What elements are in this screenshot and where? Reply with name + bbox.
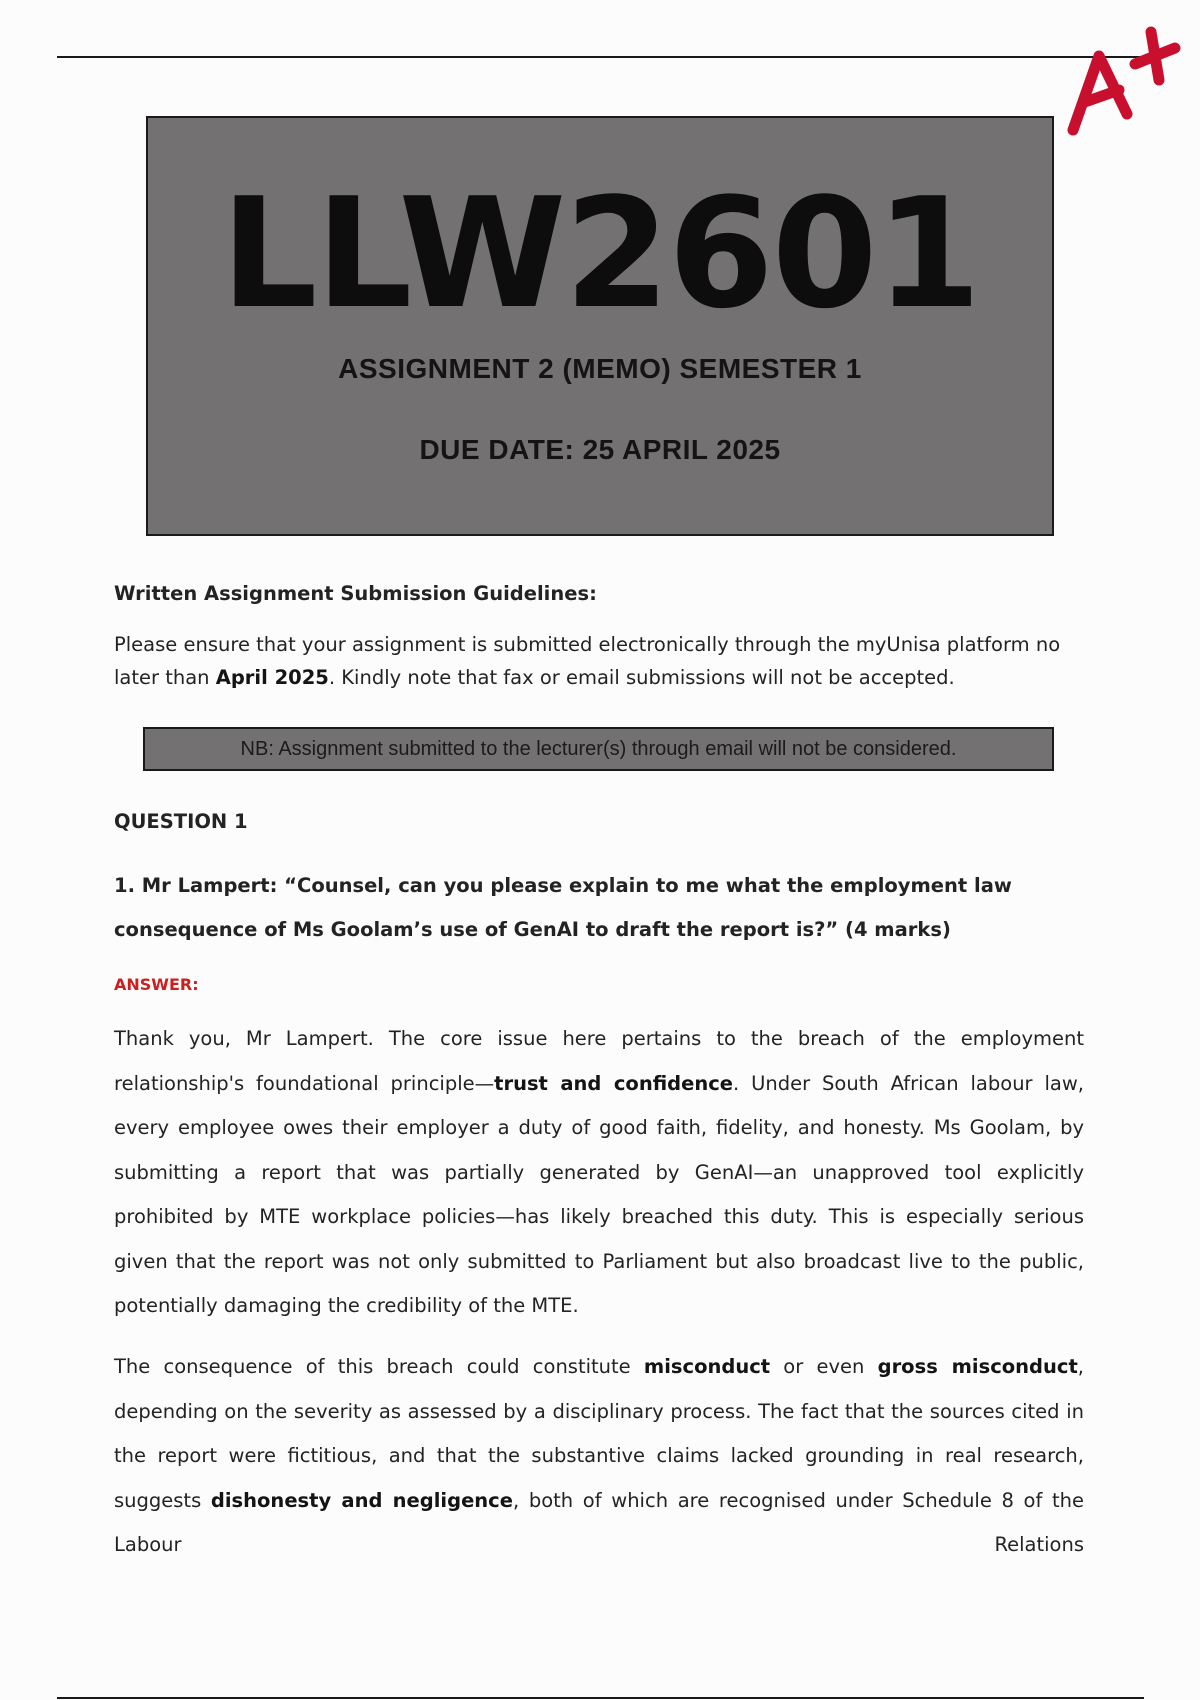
answer-p1-start: Thank you, Mr Lampert. The core issue here pertains to the breach of the employment relationship's foundational principle— — [114, 1027, 1084, 1095]
top-rule — [57, 56, 1144, 58]
guidelines-text-end: . Kindly note that fax or email submissions will not be accepted. — [328, 666, 955, 689]
grade-mark-icon — [1065, 18, 1185, 138]
cover-title-box — [146, 116, 1054, 536]
answer-label: ANSWER: — [114, 975, 199, 994]
guidelines-heading: Written Assignment Submission Guidelines: — [114, 582, 597, 605]
email-notice: NB: Assignment submitted to the lecturer(s) through email will not be considered. — [143, 727, 1054, 771]
answer-paragraph-1 — [114, 1017, 1084, 1329]
bottom-rule — [57, 1697, 1144, 1699]
answer-paragraph-2 — [114, 1345, 1084, 1568]
answer-p2-gross-misconduct: gross misconduct — [877, 1355, 1078, 1378]
guidelines-paragraph — [114, 628, 1084, 694]
answer-p2-mid2: , depending on the severity as assessed by a disciplinary process. The fact that the sources cited in the report were fictitious, and that the substantive claims lacked grounding in real research, suggests — [114, 1355, 1084, 1512]
answer-p2-misconduct: misconduct — [643, 1355, 771, 1378]
answer-p2-dishonesty: dishonesty and negligence — [210, 1488, 513, 1512]
question-text: 1. Mr Lampert: “Counsel, can you please explain to me what the employment law consequence of Ms Goolam’s use of GenAI to draft the report is?” (4 marks) — [114, 874, 1012, 941]
question-heading: QUESTION 1 — [114, 810, 248, 833]
guidelines-deadline: April 2025 — [215, 666, 329, 689]
answer-p1-end: . Under South African labour law, every employee owes their employer a duty of good faith, fidelity, and honesty. Ms Goolam, by submitting a report that was partially generated by GenAI—an unapproved tool explicitly prohibited by MTE workplace policies—has likely breached this duty. This is especially serious given that the report was not only submitted to Parliament but also broadcast live to the public, potentially damaging the credibility of the MTE. — [114, 1071, 1084, 1317]
answer-p2-start: The consequence of this breach could constitute — [114, 1355, 644, 1378]
answer-p2-mid: or even — [770, 1355, 878, 1378]
answer-p2-end: , both of which are recognised under Schedule 8 of the Labour Relations — [114, 1488, 1085, 1556]
grade-mark-text: A+ — [1065, 18, 1067, 19]
guidelines-text: Please ensure that your assignment is submitted electronically through the myUnisa platform no later than — [114, 633, 1061, 689]
course-code: LLW2601 — [220, 165, 980, 342]
answer-p1-emphasis: trust and confidence — [494, 1071, 734, 1095]
assignment-subtitle: ASSIGNMENT 2 (MEMO) SEMESTER 1 — [338, 353, 862, 384]
due-date: DUE DATE: 25 APRIL 2025 — [419, 434, 781, 465]
